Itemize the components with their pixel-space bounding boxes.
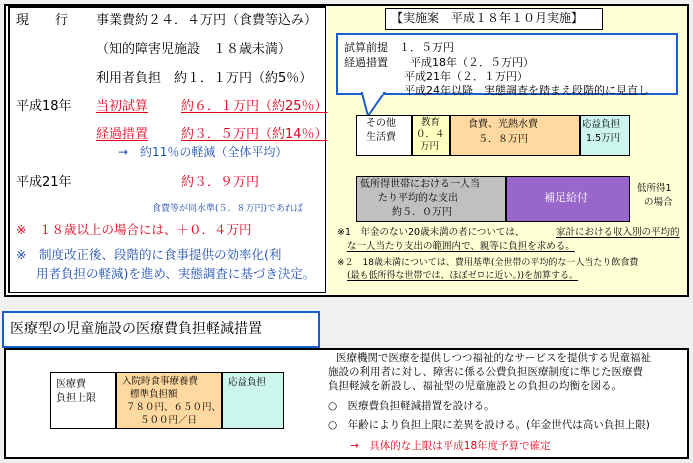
bar-food-l2: ５．８万円 (478, 134, 528, 145)
medical-arrow-note: → 具体的な上限は平成18年度予算で確定 (350, 440, 551, 452)
h18-reduction: → 約11％の軽減（全体平均） (118, 145, 288, 159)
current-line2: （知的障害児施設 １８歳未満） (96, 42, 292, 57)
low-income-side-l2: の場合 (644, 197, 673, 208)
note-18-plus: ※ １８歳以上の場合には、＋０．４万円 (16, 222, 252, 237)
right-note2-l2: (最も低所得な世帯では、ほぼゼロに近い。))を加算する。 (347, 271, 579, 281)
plan-title: 【実施案 平成１８年１０月実施】 (391, 11, 584, 25)
supplementary-benefit: 補足給付 (544, 191, 588, 204)
medical-bullet1: ○ 医療費負担軽減措置を設ける。 (328, 400, 495, 412)
right-note1-l1b: 家計における収入別の平均的 (556, 227, 680, 238)
current-line3: 利用者負担 約１．１万円（約5％） (96, 71, 313, 86)
low-income-side-l1: 低所得1 (637, 183, 672, 194)
callout-line3: 平成21年（２．１万円） (404, 70, 528, 83)
callout-line1: 試算前提 １．５万円 (344, 41, 454, 54)
current-line1: 事業費約２４．４万円（食費等込み） (96, 13, 318, 28)
low-income-l1: 低所得世帯における一人当 (360, 179, 480, 190)
medical-para-l3: 負担軽減を新設し、福祉型の児童施設との負担の均衡を図る。 (328, 380, 622, 392)
meal-cost-l1: 入院時食事療養費 (122, 376, 199, 387)
note-revision-line2: 用者負担の軽減)を進め、実態調査に基づき決定。 (36, 266, 316, 281)
meal-cost-l3: ７８０円、６５０円、 (126, 402, 222, 413)
burden-cap-l1: 医療費 (56, 379, 86, 390)
h18-transitional-label: 経過措置 (96, 127, 149, 142)
medical-para-l1: 医療機関で医療を提供しつつ福祉的なサービスを提供する児童福祉 (336, 352, 651, 364)
right-note1-l1: ※1 年金のない20歳未満の者については、 (337, 227, 525, 238)
low-income-l3: 約５．０万円 (392, 207, 452, 218)
medical-bullet2: ○ 年齢により負担上限に差異を設ける。(年金世代は高い負担上限) (328, 419, 650, 431)
bar-other-l1: その他 (366, 118, 396, 129)
h18-initial-label: 当初試算 (96, 99, 149, 114)
h18-label: 平成18年 (16, 99, 72, 114)
h21-label: 平成21年 (16, 175, 72, 190)
h21-note: 食費等が同水準(５．８万円)であれば (152, 204, 304, 214)
right-note2-l1: ※２ 18歳未満については、費用基準(全世帯の平均的な一人当たり飲食費 (337, 258, 639, 268)
medical-para-l2: 施設の利用者に対し、障害に係る公費負担医療制度に準じた医療費 (328, 366, 643, 378)
callout-line4: 平成24年以降 実態調査を踏まえ段階的に見直し (404, 84, 649, 97)
bar-education-l2: ０．４ (416, 129, 445, 140)
h21-value: 約３．９万円 (181, 175, 260, 190)
burden-cap-l2: 負担上限 (56, 393, 96, 404)
bar-benefit-l1: 応益負担 (582, 119, 621, 130)
current-label: 現 行 (16, 13, 69, 28)
h18-initial-value: 約６．１万円（約25％） (181, 99, 328, 114)
callout-line2: 経過措置 平成18年（２．５万円） (344, 56, 534, 69)
medical-heading: 医療型の児童施設の医療費負担軽減措置 (10, 321, 262, 337)
h18-transitional-value: 約３．５万円（約14％） (181, 127, 328, 142)
bar-education-l3: 万円 (420, 141, 440, 152)
bar-benefit-l2: 1.5万円 (586, 133, 621, 144)
bar-food-l1: 食費、光熱水費 (468, 119, 538, 130)
bar-education-l1: 教育 (421, 117, 441, 128)
meal-cost-l4: ５００円／日 (140, 415, 198, 426)
meal-cost-l2: 標準負担額 (130, 389, 178, 400)
bar-other-l2: 生活費 (366, 132, 396, 143)
benefit-burden: 応益負担 (228, 377, 267, 388)
low-income-l2: たり平均的な支出 (378, 193, 458, 204)
right-note1-l2: な一人当たり支出の範囲内で、親等に負担を求める。 (347, 241, 575, 252)
note-revision-line1: ※ 制度改正後、段階的に食事提供の効率化(利 (16, 247, 282, 262)
